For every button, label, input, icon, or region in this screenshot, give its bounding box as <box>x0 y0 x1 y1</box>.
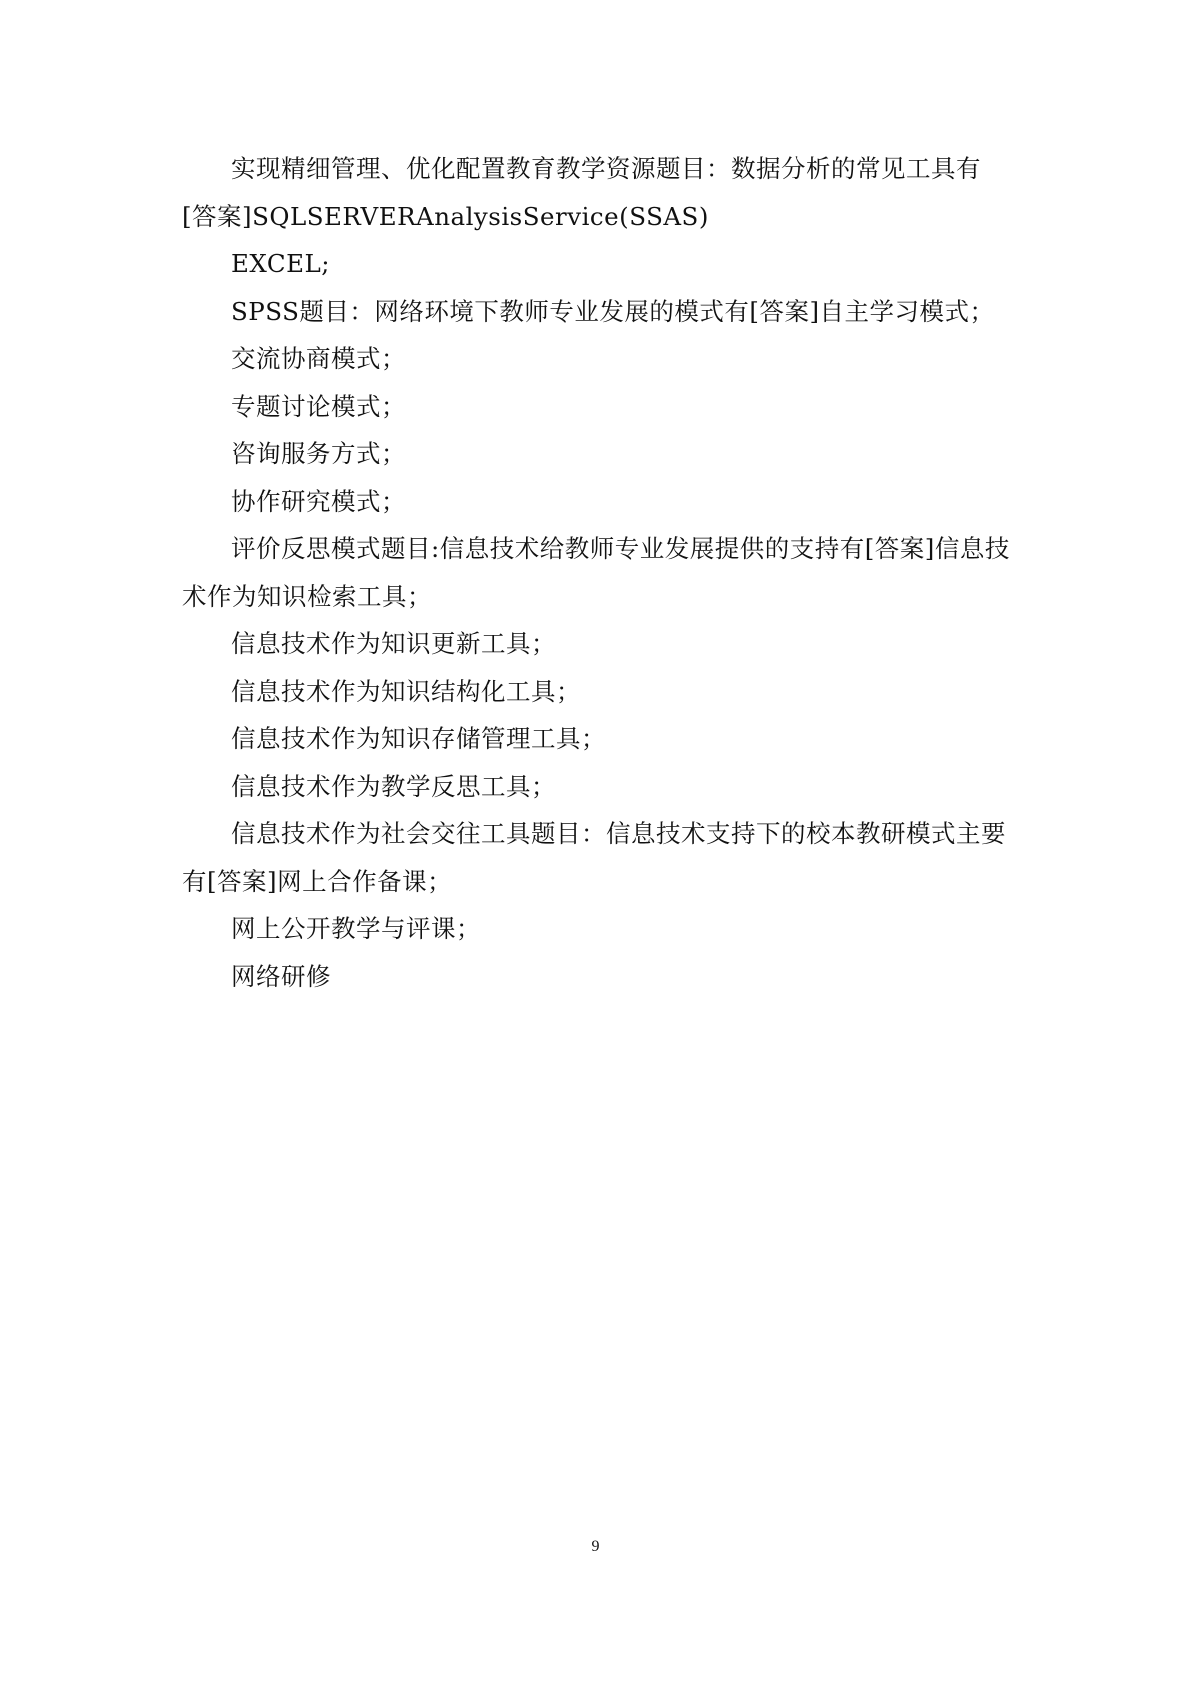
paragraph-8: 评价反思模式题目:信息技术给教师专业发展提供的支持有[答案]信息技术作为知识检索工具； <box>182 534 1010 611</box>
paragraph-4: 交流协商模式； <box>231 344 406 373</box>
paragraph-14: 网上公开教学与评课； <box>231 914 481 943</box>
document-body <box>182 145 1012 1000</box>
paragraph-10: 信息技术作为知识结构化工具； <box>231 676 581 706</box>
paragraph-3: SPSS题目：网络环境下教师专业发展的模式有[答案]自主学习模式； <box>231 296 995 326</box>
paragraph-6: 咨询服务方式； <box>231 439 406 468</box>
paragraph-7: 协作研究模式； <box>231 486 406 516</box>
paragraph-13: 信息技术作为社会交往工具题目：信息技术支持下的校本教研模式主要有[答案]网上合作备课； <box>182 819 1006 896</box>
paragraph-11: 信息技术作为知识存储管理工具； <box>231 724 606 753</box>
paragraph-1: 实现精细管理、优化配置教育教学资源题目：数据分析的常见工具有[答案]SQLSERVERAnalysisService(SSAS) <box>182 154 981 231</box>
page-number: 9 <box>591 1538 600 1555</box>
paragraph-9: 信息技术作为知识更新工具； <box>231 629 556 658</box>
paragraph-12: 信息技术作为教学反思工具； <box>231 771 556 801</box>
paragraph-15: 网络研修 <box>231 961 331 991</box>
paragraph-5: 专题讨论模式； <box>231 391 406 421</box>
paragraph-2: EXCEL; <box>231 249 331 278</box>
